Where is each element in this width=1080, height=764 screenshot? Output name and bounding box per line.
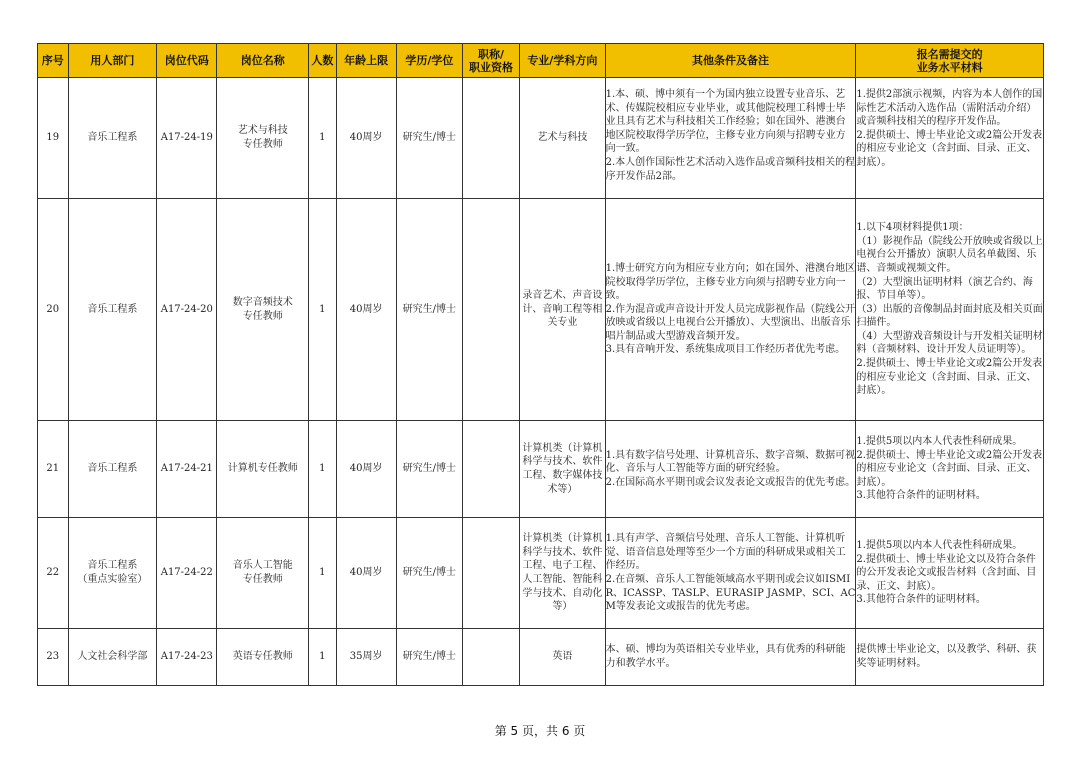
table-row [38, 518, 1044, 629]
cell-materials: 1.以下4项材料提供1项： （1）影视作品（院线公开放映或省级以上电视台公开播放）演职人员名单截图、乐谱、音频或视频文件。 （2）大型演出证明材料（演艺合约、海报、节目单等）。 （3）出版的音像制品封面封底及相关页面扫描件。 （4）大型游戏音频设计与开发相关证明材料（音频材料、设计开发人员证明等）。 2.提供硕士、博士毕业论文或2篇公开发表的相应专业论文（含封面、目录、正文、封底）。 [856, 199, 1044, 421]
cell-position: 音乐人工智能 专任教师 [217, 518, 309, 629]
header-row [38, 44, 1044, 78]
header-title: 职称/ 职业资格 [462, 44, 519, 78]
cell-seq: 21 [38, 421, 69, 518]
cell-dept: 音乐工程系 [68, 78, 157, 199]
cell-title [462, 518, 519, 629]
header-major: 专业/学科方向 [520, 44, 606, 78]
cell-major: 艺术与科技 [520, 78, 606, 199]
header-cond: 其他条件及备注 [605, 44, 856, 78]
cell-position: 艺术与科技 专任教师 [217, 78, 309, 199]
cell-age: 35周岁 [336, 629, 396, 686]
cell-title [462, 78, 519, 199]
header-age: 年龄上限 [336, 44, 396, 78]
cell-age: 40周岁 [336, 518, 396, 629]
cell-age: 40周岁 [336, 199, 396, 421]
cell-major: 录音艺术、声音设计、音响工程等相关专业 [520, 199, 606, 421]
cell-major: 计算机类（计算机科学与技术、软件工程、电子工程、人工智能、智能科学与技术、自动化等） [520, 518, 606, 629]
cell-materials: 提供博士毕业论文，以及教学、科研、获奖等证明材料。 [856, 629, 1044, 686]
cell-title [462, 199, 519, 421]
cell-count: 1 [309, 518, 337, 629]
cell-edu: 研究生/博士 [396, 629, 462, 686]
cell-code: A17-24-20 [157, 199, 217, 421]
cell-materials: 1.提供2部演示视频，内容为本人创作的国际性艺术活动入选作品（需附活动介绍）或音频科技相关的程序开发作品。 2.提供硕士、博士毕业论文或2篇公开发表的相应专业论文（含封面、目录、正文、封底）。 [856, 78, 1044, 199]
cell-major: 计算机类（计算机科学与技术、软件工程、数字媒体技术等） [520, 421, 606, 518]
table-row [38, 629, 1044, 686]
header-edu: 学历/学位 [396, 44, 462, 78]
cell-age: 40周岁 [336, 421, 396, 518]
header-code: 岗位代码 [157, 44, 217, 78]
cell-position: 计算机专任教师 [217, 421, 309, 518]
cell-count: 1 [309, 78, 337, 199]
cell-dept: 音乐工程系 [68, 199, 157, 421]
cell-position: 英语专任教师 [217, 629, 309, 686]
cell-count: 1 [309, 199, 337, 421]
header-count: 人数 [309, 44, 337, 78]
cell-code: A17-24-21 [157, 421, 217, 518]
cell-seq: 20 [38, 199, 69, 421]
recruitment-table [37, 43, 1044, 686]
header-seq: 序号 [38, 44, 69, 78]
table-row [38, 199, 1044, 421]
cell-edu: 研究生/博士 [396, 421, 462, 518]
cell-edu: 研究生/博士 [396, 518, 462, 629]
cell-dept: 人文社会科学部 [68, 629, 157, 686]
cell-count: 1 [309, 629, 337, 686]
cell-major: 英语 [520, 629, 606, 686]
cell-conditions: 1.具有声学、音频信号处理、音乐人工智能、计算机听觉、语音信息处理等至少一个方面的科研成果或相关工作经历。 2.在音频、音乐人工智能领域高水平期刊或会议如ISMIR、ICASSP、TASLP、EURASIP JASMP、SCI、ACM等发表论文或报告的优先考虑。 [605, 518, 856, 629]
cell-edu: 研究生/博士 [396, 78, 462, 199]
header-materials: 报名需提交的 业务水平材料 [856, 44, 1044, 78]
cell-conditions: 1.本、硕、博中须有一个为国内独立设置专业音乐、艺术、传媒院校相应专业毕业，或其他院校理工科博士毕业且具有艺术与科技相关工作经验；如在国外、港澳台地区院校取得学历学位，主修专业方向须与招聘专业方向一致。 2.本人创作国际性艺术活动入选作品或音频科技相关的程序开发作品2部。 [605, 78, 856, 199]
cell-dept: 音乐工程系 （重点实验室） [68, 518, 157, 629]
cell-dept: 音乐工程系 [68, 421, 157, 518]
cell-materials: 1.提供5项以内本人代表性科研成果。 2.提供硕士、博士毕业论文或2篇公开发表的相应专业论文（含封面、目录、正文、封底）。 3.其他符合条件的证明材料。 [856, 421, 1044, 518]
cell-seq: 23 [38, 629, 69, 686]
cell-code: A17-24-23 [157, 629, 217, 686]
header-name: 岗位名称 [217, 44, 309, 78]
cell-materials: 1.提供5项以内本人代表性科研成果。 2.提供硕士、博士毕业论文以及符合条件的公开发表论文或报告材料（含封面、目录、正文、封底）。 3.其他符合条件的证明材料。 [856, 518, 1044, 629]
page-footer: 第 5 页，共 6 页 [494, 724, 586, 738]
cell-title [462, 421, 519, 518]
cell-conditions: 本、硕、博均为英语相关专业毕业，具有优秀的科研能力和教学水平。 [605, 629, 856, 686]
table-row [38, 78, 1044, 199]
cell-code: A17-24-22 [157, 518, 217, 629]
cell-edu: 研究生/博士 [396, 199, 462, 421]
cell-seq: 22 [38, 518, 69, 629]
cell-code: A17-24-19 [157, 78, 217, 199]
cell-conditions: 1.具有数字信号处理、计算机音乐、数字音频、数据可视化、音乐与人工智能等方面的研究经验。 2.在国际高水平期刊或会议发表论文或报告的优先考虑。 [605, 421, 856, 518]
header-dept: 用人部门 [68, 44, 157, 78]
cell-seq: 19 [38, 78, 69, 199]
cell-position: 数字音频技术 专任教师 [217, 199, 309, 421]
cell-conditions: 1.博士研究方向为相应专业方向；如在国外、港澳台地区院校取得学历学位，主修专业方向须与招聘专业方向一致。 2.作为混音或声音设计开发人员完成影视作品（院线公开放映或省级以上电视台公开播放）、大型演出、出版音乐唱片制品或大型游戏音频开发。 3.具有音响开发、系统集成项目工作经历者优先考虑。 [605, 199, 856, 421]
cell-age: 40周岁 [336, 78, 396, 199]
cell-count: 1 [309, 421, 337, 518]
table-row [38, 421, 1044, 518]
cell-title [462, 629, 519, 686]
